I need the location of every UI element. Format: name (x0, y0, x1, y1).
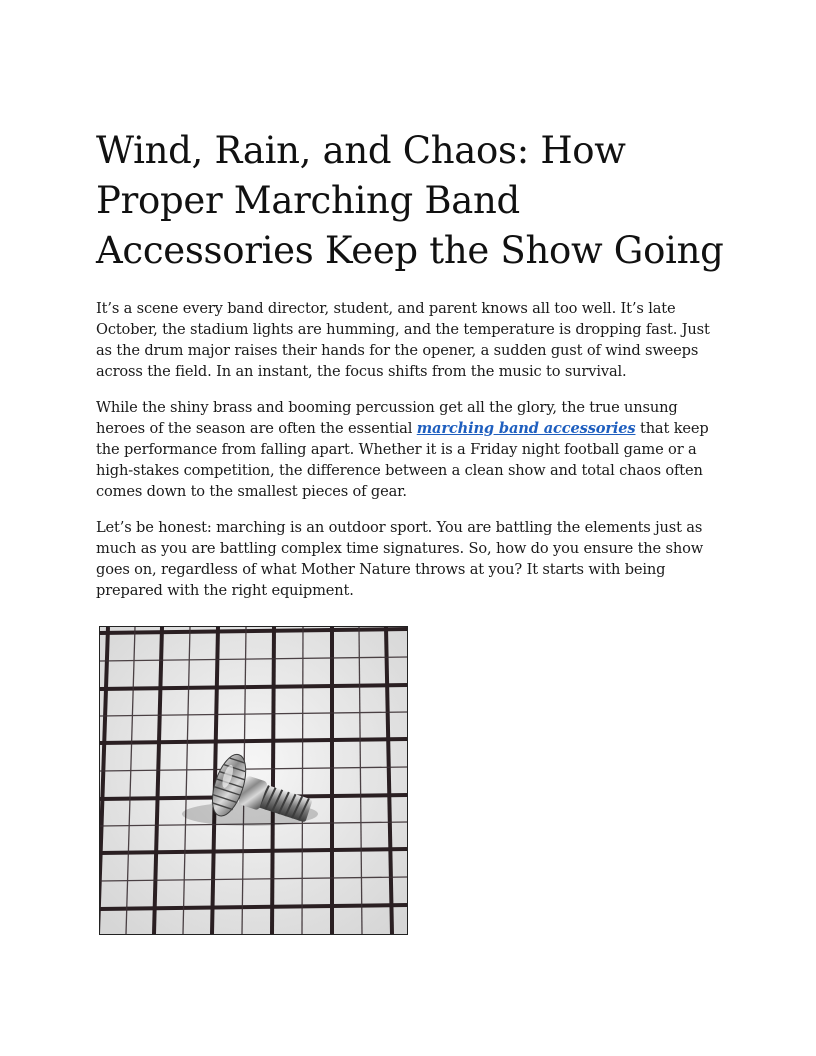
thumb-screw-image (100, 627, 407, 934)
paragraph-text-before-link: While the shiny brass and booming percussion get all the glory, the true unsung heroes of the season are often the essential (96, 399, 678, 437)
article-body (96, 126, 724, 616)
paragraph-intro: It’s a scene every band director, student, and parent knows all too well. It’s late October, the stadium lights are humming, and the temperature is dropping fast. Just as the drum major raises their hands for the opener, a sudden gust of wind sweeps across the field. In an instant, the focus shifts from the music to survival. (96, 300, 710, 380)
thumb-screw-photo (99, 626, 408, 935)
paragraph-accessories (96, 397, 724, 502)
article-title: Wind, Rain, and Chaos: How Proper Marching Band Accessories Keep the Show Going (96, 129, 724, 272)
paragraph-weather: Let’s be honest: marching is an outdoor sport. You are battling the elements just as much as you are battling complex time signatures. So, how do you ensure the show goes on, regardless of what Mother Nature throws at you? It starts with being prepared with the right equipment. (96, 519, 704, 599)
paragraph-text-after-link: that keep the performance from falling apart. Whether it is a Friday night football game or a high-stakes competition, the difference between a clean show and total chaos often comes down to the smallest pieces of gear. (96, 420, 709, 500)
marching-band-accessories-link[interactable]: marching band accessories (416, 420, 636, 437)
